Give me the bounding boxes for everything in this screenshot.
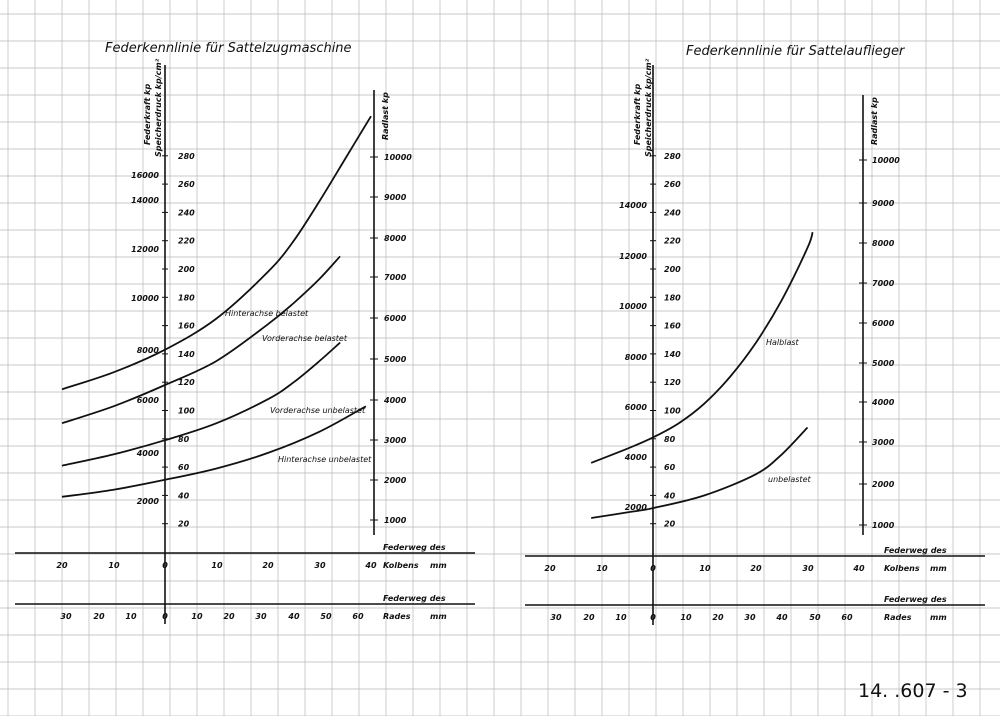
speicherdruck-tick-label: 160	[178, 321, 195, 331]
rad-axis-unit: mm	[930, 613, 947, 622]
speicherdruck-tick-label: 100	[178, 406, 195, 416]
speicherdruck-tick-label: 220	[178, 236, 195, 246]
rad-axis-label-1: Federweg des	[383, 594, 446, 603]
radlast-tick-label: 2000	[872, 480, 895, 489]
federkraft-tick-label: 14000	[619, 201, 647, 210]
federkraft-tick-label: 6000	[624, 403, 647, 412]
speicherdruck-tick-label: 260	[178, 180, 195, 190]
rad-axis-unit: mm	[430, 612, 447, 621]
federkraft-tick-label: 4000	[136, 449, 159, 458]
radlast-tick-label: 7000	[872, 279, 895, 288]
speicherdruck-tick-label: 80	[178, 434, 190, 444]
rad-tick-label: 20	[712, 613, 724, 622]
federkraft-tick-label: 4000	[624, 453, 647, 462]
speicherdruck-tick-label: 240	[178, 208, 195, 218]
rad-tick-label: 40	[776, 613, 788, 622]
curve-label-unbelastet: unbelastet	[768, 475, 811, 484]
rad-tick-label: 10	[191, 612, 203, 621]
kolben-tick-label: 40	[853, 564, 865, 573]
kolben-tick-label: 30	[314, 561, 326, 570]
kolben-tick-label: 0	[162, 561, 168, 570]
radlast-tick-label: 9000	[872, 199, 895, 208]
federkraft-tick-label: 6000	[136, 396, 159, 405]
radlast-tick-label: 10000	[384, 153, 412, 162]
curve-label-vorderachse-belastet: Vorderachse belastet	[262, 334, 347, 343]
curve-label-hinterachse-belastet-text: Hinterachse belastet	[225, 309, 309, 318]
kolben-tick-label: 20	[262, 561, 274, 570]
curve-label-vorderachse-unbelastet: Vorderachse unbelastet	[270, 406, 366, 415]
rad-axis-label-1: Federweg des	[884, 595, 947, 604]
kolben-axis-label-1: Federweg des	[383, 543, 446, 552]
federkraft-tick-label: 16000	[131, 171, 159, 180]
radlast-tick-label: 5000	[384, 355, 407, 364]
rad-tick-label: 30	[550, 613, 562, 622]
speicherdruck-tick-label: 280	[178, 151, 195, 161]
federkraft-tick-label: 12000	[619, 252, 647, 261]
chart-1-title: Federkennlinie für Sattelzugmaschine	[105, 41, 352, 56]
kolben-axis-unit: mm	[430, 561, 447, 570]
federkraft-tick-label: 8000	[624, 353, 647, 362]
speicherdruck-tick-label: 20	[178, 519, 190, 529]
speicherdruck-tick-label: 80	[664, 434, 676, 444]
kolben-axis-label-2: Kolbens	[383, 561, 419, 570]
rad-tick-label: 20	[93, 612, 105, 621]
speicherdruck-tick-label: 200	[178, 265, 195, 274]
rad-tick-label: 40	[288, 612, 300, 621]
radlast-tick-label: 2000	[384, 476, 407, 485]
federkraft-tick-label: 12000	[131, 245, 159, 254]
rad-tick-label: 50	[809, 613, 821, 622]
kolben-tick-label: 10	[699, 564, 711, 573]
kolben-tick-label: 10	[596, 564, 608, 573]
speicherdruck-tick-label: 40	[178, 491, 190, 501]
federkraft-tick-label: 14000	[131, 196, 159, 205]
rad-tick-label: 30	[60, 612, 72, 621]
radlast-tick-label: 5000	[872, 359, 895, 368]
radlast-tick-label: 6000	[872, 319, 895, 328]
speicherdruck-tick-label: 180	[664, 293, 681, 303]
kolben-axis-unit: mm	[930, 564, 947, 573]
radlast-tick-label: 6000	[384, 314, 407, 323]
kolben-tick-label: 20	[544, 564, 556, 573]
federkraft-axis-label: Federkraft kp	[143, 83, 152, 145]
rad-tick-label: 30	[255, 612, 267, 621]
rad-tick-label: 20	[223, 612, 235, 621]
speicherdruck-tick-label: 260	[664, 180, 681, 190]
radlast-tick-label: 8000	[872, 239, 895, 248]
speicherdruck-tick-label: 160	[664, 321, 681, 331]
kolben-tick-label: 10	[108, 561, 120, 570]
rad-tick-label: 10	[125, 612, 137, 621]
federkraft-axis-label: Federkraft kp	[633, 83, 642, 145]
radlast-tick-label: 8000	[384, 234, 407, 243]
federkraft-tick-label: 2000	[624, 503, 647, 512]
rad-axis-label-2: Rades	[884, 613, 912, 622]
speicherdruck-tick-label: 120	[178, 378, 195, 388]
document-number: 14. .607 - 3	[858, 680, 968, 702]
speicherdruck-axis-label: Speicherdruck kp/cm²	[644, 58, 653, 157]
speicherdruck-tick-label: 60	[178, 463, 190, 473]
federkraft-tick-label: 10000	[131, 294, 159, 303]
kolben-tick-label: 20	[56, 561, 68, 570]
curve-label-hinterachse-unbelastet: Hinterachse unbelastet	[278, 455, 372, 464]
rad-tick-label: 20	[583, 613, 595, 622]
radlast-tick-label: 1000	[872, 521, 895, 530]
chart-2-title: Federkennlinie für Sattelauflieger	[686, 44, 905, 59]
radlast-tick-label: 7000	[384, 273, 407, 282]
radlast-tick-label: 4000	[872, 398, 895, 407]
radlast-tick-label: 3000	[384, 436, 407, 445]
federkraft-tick-label: 10000	[619, 302, 647, 311]
speicherdruck-tick-label: 120	[664, 378, 681, 388]
speicherdruck-tick-label: 140	[178, 349, 195, 359]
rad-tick-label: 10	[615, 613, 627, 622]
radlast-tick-label: 3000	[872, 438, 895, 447]
radlast-tick-label: 10000	[872, 156, 900, 165]
speicherdruck-tick-label: 220	[664, 236, 681, 246]
speicherdruck-tick-label: 20	[664, 519, 676, 529]
radlast-axis-label: Radlast kp	[381, 92, 390, 140]
speicherdruck-tick-label: 60	[664, 463, 676, 473]
radlast-axis-label: Radlast kp	[870, 97, 879, 145]
speicherdruck-tick-label: 40	[664, 491, 676, 501]
rad-tick-label: 0	[162, 612, 168, 621]
kolben-tick-label: 30	[802, 564, 814, 573]
kolben-tick-label: 0	[650, 564, 656, 573]
speicherdruck-tick-label: 280	[664, 151, 681, 161]
curve-label-hinterachse-belastet	[225, 309, 309, 318]
rad-tick-label: 0	[650, 613, 656, 622]
kolben-axis-label-2: Kolbens	[884, 564, 920, 573]
speicherdruck-tick-label: 140	[664, 349, 681, 359]
kolben-tick-label: 10	[211, 561, 223, 570]
rad-tick-label: 60	[841, 613, 853, 622]
federkraft-tick-label: 2000	[136, 497, 159, 506]
kolben-tick-label: 20	[750, 564, 762, 573]
rad-tick-label: 50	[320, 612, 332, 621]
kolben-tick-label: 40	[365, 561, 377, 570]
curve-label-halblast: Halblast	[766, 338, 799, 347]
rad-tick-label: 10	[680, 613, 692, 622]
rad-tick-label: 60	[352, 612, 364, 621]
radlast-tick-label: 9000	[384, 193, 407, 202]
speicherdruck-tick-label: 200	[664, 265, 681, 274]
kolben-axis-label-1: Federweg des	[884, 546, 947, 555]
speicherdruck-axis-label: Speicherdruck kp/cm²	[154, 58, 163, 157]
speicherdruck-tick-label: 100	[664, 406, 681, 416]
federkraft-tick-label: 8000	[136, 346, 159, 355]
rad-axis-label-2: Rades	[383, 612, 411, 621]
speicherdruck-tick-label: 240	[664, 208, 681, 218]
radlast-tick-label: 1000	[384, 516, 407, 525]
radlast-tick-label: 4000	[384, 396, 407, 405]
rad-tick-label: 30	[744, 613, 756, 622]
speicherdruck-tick-label: 180	[178, 293, 195, 303]
